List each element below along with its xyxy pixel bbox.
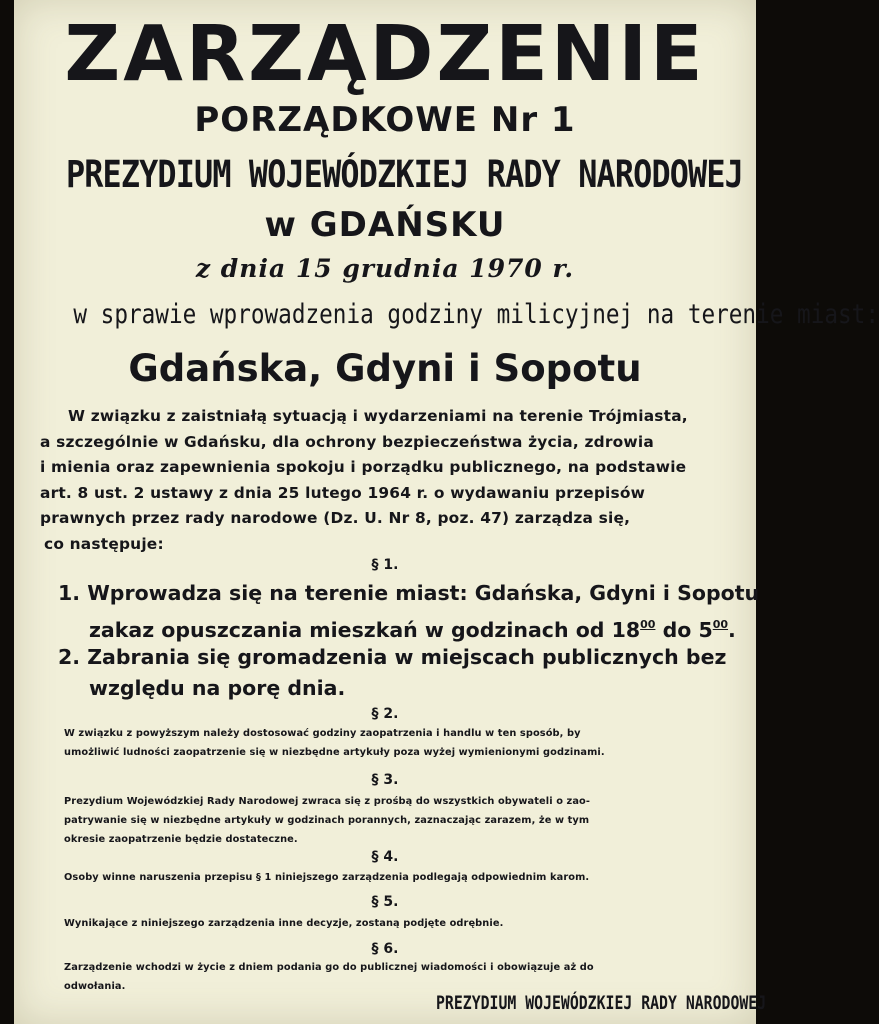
section-4-text: [64, 868, 754, 887]
matter-line: w sprawie wprowadzenia godziny milicyjnej na terenie miast:: [73, 299, 879, 330]
intro-paragraph: [40, 404, 740, 558]
section-3-line: patrywanie się w niezbędne artykuły w godzinach porannych, zaznaczając zarazem, że w tym: [64, 815, 590, 826]
section-5-text: [64, 914, 754, 933]
item-2-line: 2. Zabrania się gromadzenia w miejscach publicznych bez: [58, 645, 727, 669]
item-2-line-2: względu na porę dnia.: [89, 676, 346, 700]
intro-line: prawnych przez rady narodowe (Dz. U. Nr 8, poz. 47) zarządza się,: [40, 509, 631, 528]
cities-heading: Gdańska, Gdyni i Sopotu: [128, 347, 642, 390]
curfew-text-mid: do 5: [655, 618, 713, 642]
section-2-line: W związku z powyższym należy dostosować godziny zaopatrzenia i handlu w ten sposób, by: [64, 728, 581, 739]
issue-date: z dnia 15 grudnia 1970 r.: [195, 254, 575, 283]
intro-line: W związku z zaistniałą sytuacją i wydarzeniami na terenie Trójmiasta,: [68, 407, 688, 425]
issuer-heading: PREZYDIUM WOJEWÓDZKIEJ RADY NARODOWEJ: [65, 153, 743, 196]
item-1-line: 1. Wprowadza się na terenie miast: Gdańska, Gdyni i Sopotu: [58, 581, 760, 605]
section-6-line: Zarządzenie wchodzi w życie z dniem podania go do publicznej wiadomości i obowiązuje aż do: [64, 962, 594, 973]
section-2-line: umożliwić ludności zaopatrzenie się w niezbędne artykuły poza wyżej wymienionymi godzinami.: [64, 747, 605, 758]
section-1-item-2: [58, 642, 758, 704]
section-1-heading: § 1.: [371, 557, 399, 573]
signature-block: PREZYDIUM WOJEWÓDZKIEJ RADY NARODOWEJ: [436, 992, 767, 1014]
item-1-line-2: [58, 609, 758, 646]
section-4-heading: § 4.: [371, 849, 399, 865]
section-3-heading: § 3.: [371, 772, 399, 788]
poster-paper: [14, 0, 879, 1024]
intro-line: art. 8 ust. 2 ustawy z dnia 25 lutego 1964 r. o wydawaniu przepisów: [40, 483, 646, 502]
section-5-line: Wynikające z niniejszego zarządzenia inne decyzje, zostaną podjęte odrębnie.: [64, 918, 504, 929]
section-2-heading: § 2.: [371, 706, 399, 722]
intro-line: co następuje:: [44, 534, 164, 553]
issuer-location: w GDAŃSKU: [264, 205, 506, 245]
curfew-start-minutes: 00: [640, 618, 656, 631]
section-2-text: [64, 724, 754, 762]
section-4-line: Osoby winne naruszenia przepisu § 1 niniejszego zarządzenia podlegają odpowiednim karom.: [64, 872, 590, 883]
section-3-text: [64, 792, 754, 849]
intro-line: a szczególnie w Gdańsku, dla ochrony bezpieczeństwa życia, zdrowia: [40, 432, 654, 451]
poster-subtitle: PORZĄDKOWE Nr 1: [194, 100, 576, 140]
section-1-item-1: [58, 578, 758, 646]
intro-line: i mienia oraz zapewnienia spokoju i porządku publicznego, na podstawie: [40, 458, 687, 477]
curfew-text-end: .: [728, 618, 736, 642]
curfew-end-minutes: 00: [712, 618, 729, 631]
section-6-heading: § 6.: [371, 941, 399, 957]
section-3-line: Prezydium Wojewódzkiej Rady Narodowej zwraca się z prośbą do wszystkich obywateli o zao-: [64, 796, 591, 807]
section-6-line: odwołania.: [64, 981, 126, 992]
curfew-text: zakaz opuszczania mieszkań w godzinach od 18: [89, 618, 641, 642]
poster-title: ZARZĄDZENIE: [64, 10, 706, 99]
section-3-line: okresie zaopatrzenie będzie dostateczne.: [64, 834, 298, 845]
section-5-heading: § 5.: [371, 894, 399, 910]
